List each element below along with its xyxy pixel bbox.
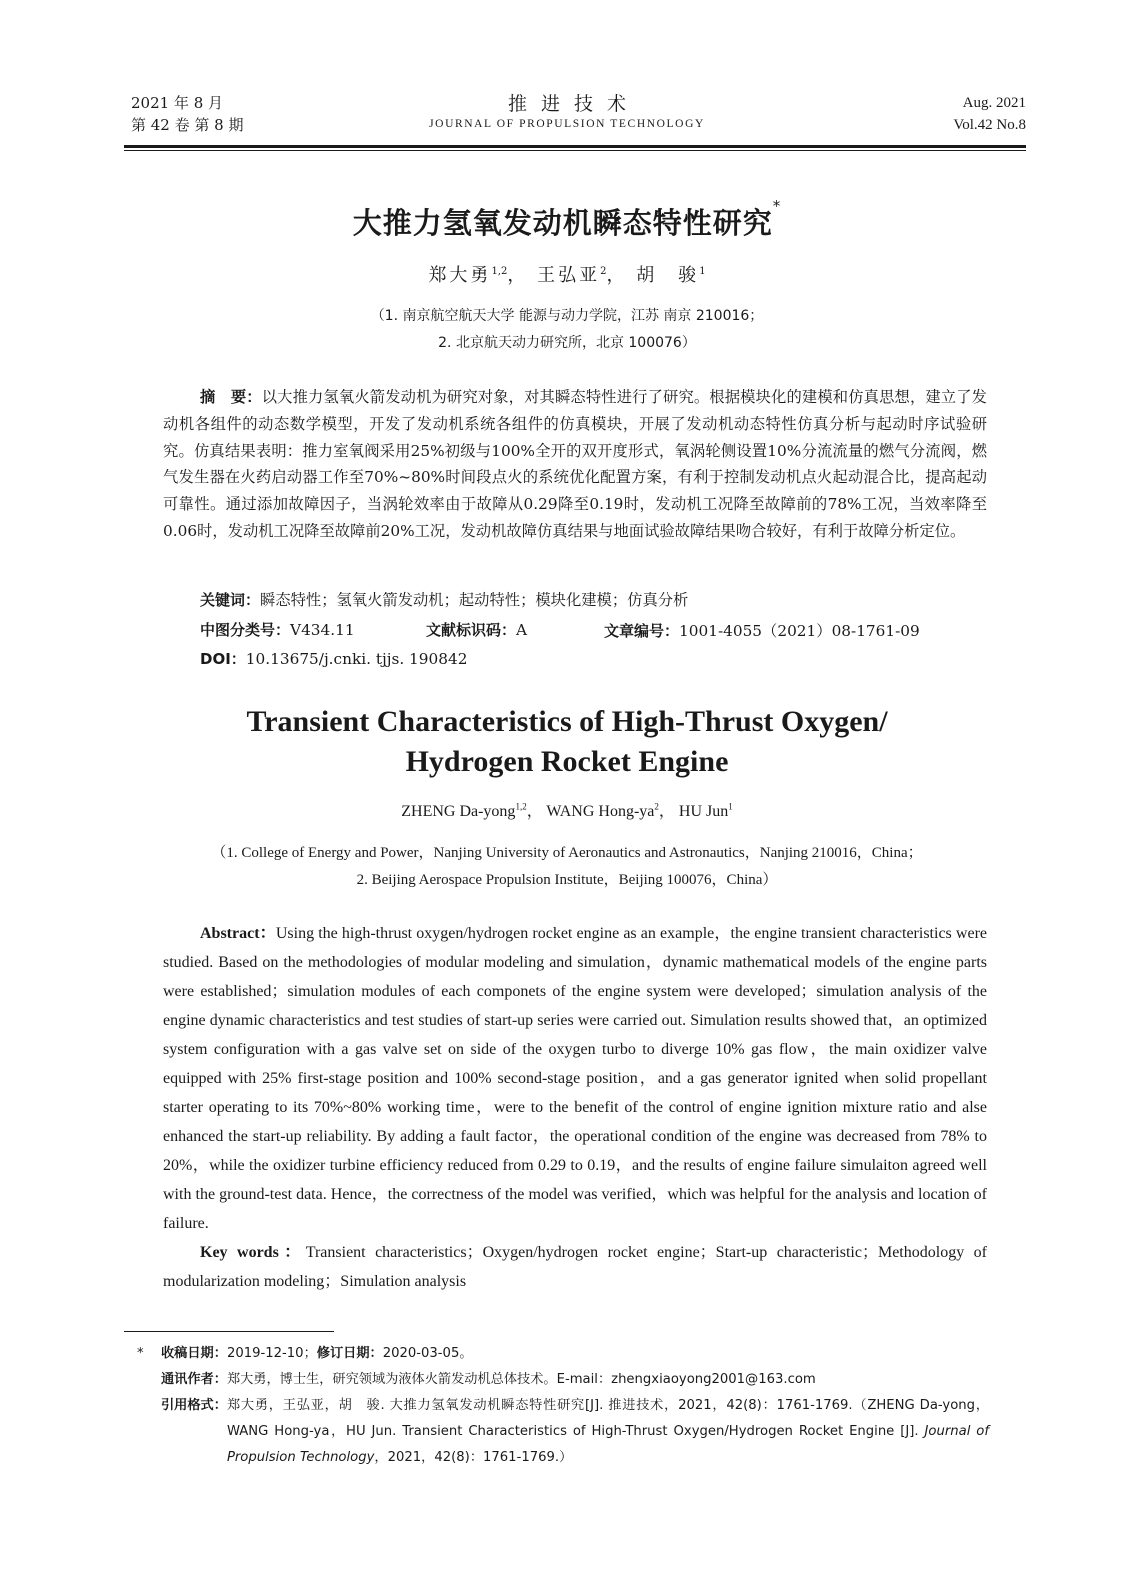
doi-line [200, 648, 467, 669]
footnote-rule [124, 1331, 334, 1332]
author-cn-name: 郑大勇 [428, 265, 492, 286]
abstract-cn-text: 以大推力氢氧火箭发动机为研究对象，对其瞬态特性进行了研究。根据模块化的建模和仿真思想，建立了发动机各组件的动态数学模型，开发了发动机系统各组件的仿真模块，开展了发动机动态特性仿真分析与起动时序试验研究。仿真结果表明：推力室氧阀采用25%初级与100%全开的双开度形式，氧涡轮侧设置10%分流流量的燃气分流阀，燃气发生器在火药启动器工作至70%~80%时间段点火的系统优化配置方案，有利于控制发动机点火起动混合比，提高起动可靠性。通过添加故障因子，当涡轮效率由于故障从0.29降至0.19时，发动机工况降至故障前的78%工况，当效率降至0.06时，发动机工况降至故障前20%工况，发动机故障仿真结果与地面试验故障结果吻合较好，有利于故障分析定位。 [163, 388, 987, 540]
footnote-mark: * [137, 1346, 144, 1361]
keywords-cn [200, 588, 688, 610]
header-right [953, 92, 1026, 136]
footnote-received [137, 1341, 989, 1367]
author-en-sup: 1,2 [515, 801, 527, 812]
clc-value: V434.11 [290, 621, 355, 639]
header-rule-thick [124, 145, 1026, 148]
header-volume-en: Vol.42 No.8 [953, 117, 1026, 133]
doc-code-label: 文献标识码： [426, 621, 517, 639]
doi-label: DOI： [200, 650, 246, 668]
author-cn-name: 王弘亚 [537, 265, 601, 286]
affiliations-cn [0, 303, 1134, 357]
affiliation-en-line: （1. College of Energy and Power，Nanjing University of Aeronautics and Astronautics，Nanjing 210016，China； [211, 845, 923, 861]
keywords-en-label: Key words： [200, 1244, 306, 1261]
citation-label: 引用格式： [161, 1398, 227, 1413]
article-number-value: 1001-4055（2021）08-1761-09 [679, 622, 920, 640]
affiliation-cn-line: （1. 南京航空航天大学 能源与动力学院，江苏 南京 210016； [370, 308, 764, 324]
revised-label: 修订日期： [316, 1346, 383, 1361]
footnotes [137, 1341, 989, 1471]
classification-line [200, 619, 960, 641]
author-cn-sup: 1,2 [491, 266, 508, 277]
affiliation-cn-line: 2. 北京航天动力研究所，北京 100076） [438, 335, 696, 351]
author-en-sup: 1 [728, 801, 733, 812]
clc-label: 中图分类号： [200, 621, 291, 639]
author-en-sup: 2 [654, 801, 659, 812]
author-cn-name: 胡 骏 [636, 265, 700, 286]
affiliations-en [0, 840, 1134, 894]
article-number-label: 文章编号： [604, 622, 680, 640]
author-en-sep: ， [526, 803, 543, 820]
author-cn-sep: ， [606, 265, 628, 286]
citation-text: 郑大勇，王弘亚，胡 骏. 大推力氢氧发动机瞬态特性研究[J]. 推进技术，2021，42(8)：1761-1769.（ZHENG Da-yong，WANG Hong-ya，HU Jun. Transient Characteristics of High-Thrust Oxygen/Hydrogen Rocket Engine [J]. [226, 1398, 989, 1439]
abstract-en-label: Abstract： [200, 925, 276, 942]
author-cn-sup: 1 [699, 266, 706, 277]
header-rule-thin [124, 150, 1026, 151]
author-en-name: ZHENG Da-yong [401, 803, 516, 820]
author-en-name: HU Jun [678, 803, 729, 820]
abstract-en [163, 919, 987, 1296]
author-en-sep: ， [658, 803, 675, 820]
footnote-citation [137, 1393, 989, 1471]
corresponding-label: 通讯作者： [161, 1372, 227, 1387]
citation-journal: Journal of Propulsion Technology [226, 1424, 989, 1465]
author-en-name: WANG Hong-ya [546, 803, 655, 820]
author-cn-sup: 2 [600, 266, 607, 277]
corresponding-value: 郑大勇，博士生，研究领域为液体火箭发动机总体技术。E-mail：zhengxiaoyong2001@163.com [226, 1372, 816, 1387]
keywords-cn-label: 关键词： [200, 591, 261, 609]
journal-name-en: JOURNAL OF PROPULSION TECHNOLOGY [429, 118, 705, 130]
header-date-en: Aug. 2021 [962, 95, 1026, 111]
title-cn [0, 197, 1134, 242]
header-volume-cn: 第 42 卷 第 8 期 [131, 116, 244, 134]
title-en [0, 702, 1134, 782]
author-cn-sep: ， [507, 265, 529, 286]
journal-name-cn: 推进技术 [507, 93, 640, 115]
received-label: 收稿日期： [161, 1346, 227, 1361]
abstract-en-text: Using the high-thrust oxygen/hydrogen rocket engine as an example，the engine transient characteristics were studied. Based on the methodologies of modular modeling and simulation，dynamic mathematical models of the engine parts were established；simulation modules of each componets of the engine system were developed；simulation analysis of the engine dynamic characteristics and test studies of start-up series were carried out. Simulation results showed that，an optimized system configuration with a gas valve set on side of the oxygen turbo to diverge 10% gas flow，the main oxidizer valve equipped with 25% first-stage position and 100% second-stage position，and a gas generator ignited when solid propellant starter operating to its 70%~80% working time，were to the benefit of the control of engine ignition mixture ratio and alse enhanced the start-up reliability. By adding a fault factor，the operational condition of the engine was decreased from 78% to 20%，while the oxidizer turbine efficiency reduced from 0.29 to 0.19，and the results of engine failure simulaiton agreed well with the ground-test data. Hence，the correctness of the model was verified，which was helpful for the analysis and location of failure. [163, 925, 988, 1232]
doc-code-value: A [516, 621, 528, 639]
title-en-line: Transient Characteristics of High-Thrust Oxygen/ [246, 705, 888, 738]
revised-value: 2020-03-05。 [382, 1346, 473, 1361]
citation-body [227, 1393, 989, 1471]
authors-cn [0, 261, 1134, 287]
footnote-corresponding [137, 1367, 989, 1393]
keywords-en-text: Transient characteristics；Oxygen/hydrogen rocket engine；Start-up characteristic；Methodology of modularization modeling；Simulation analysis [163, 1244, 987, 1290]
citation-tail: ，2021，42(8)：1761-1769.） [374, 1450, 573, 1465]
authors-en [0, 798, 1134, 821]
header-date-cn: 2021 年 8 月 [131, 94, 224, 112]
title-en-line: Hydrogen Rocket Engine [405, 745, 729, 778]
title-cn-footnote-mark: * [772, 197, 782, 215]
affiliation-en-line: 2. Beijing Aerospace Propulsion Institute，Beijing 100076，China） [356, 872, 778, 888]
abstract-cn [163, 384, 987, 545]
received-value: 2019-12-10； [226, 1346, 317, 1361]
keywords-cn-text: 瞬态特性；氢氧火箭发动机；起动特性；模块化建模；仿真分析 [260, 591, 689, 609]
doi-value: 10.13675/j.cnki. tjjs. 190842 [245, 650, 468, 668]
title-cn-text: 大推力氢氧发动机瞬态特性研究 [352, 206, 773, 240]
abstract-cn-label: 摘 要： [200, 388, 262, 406]
